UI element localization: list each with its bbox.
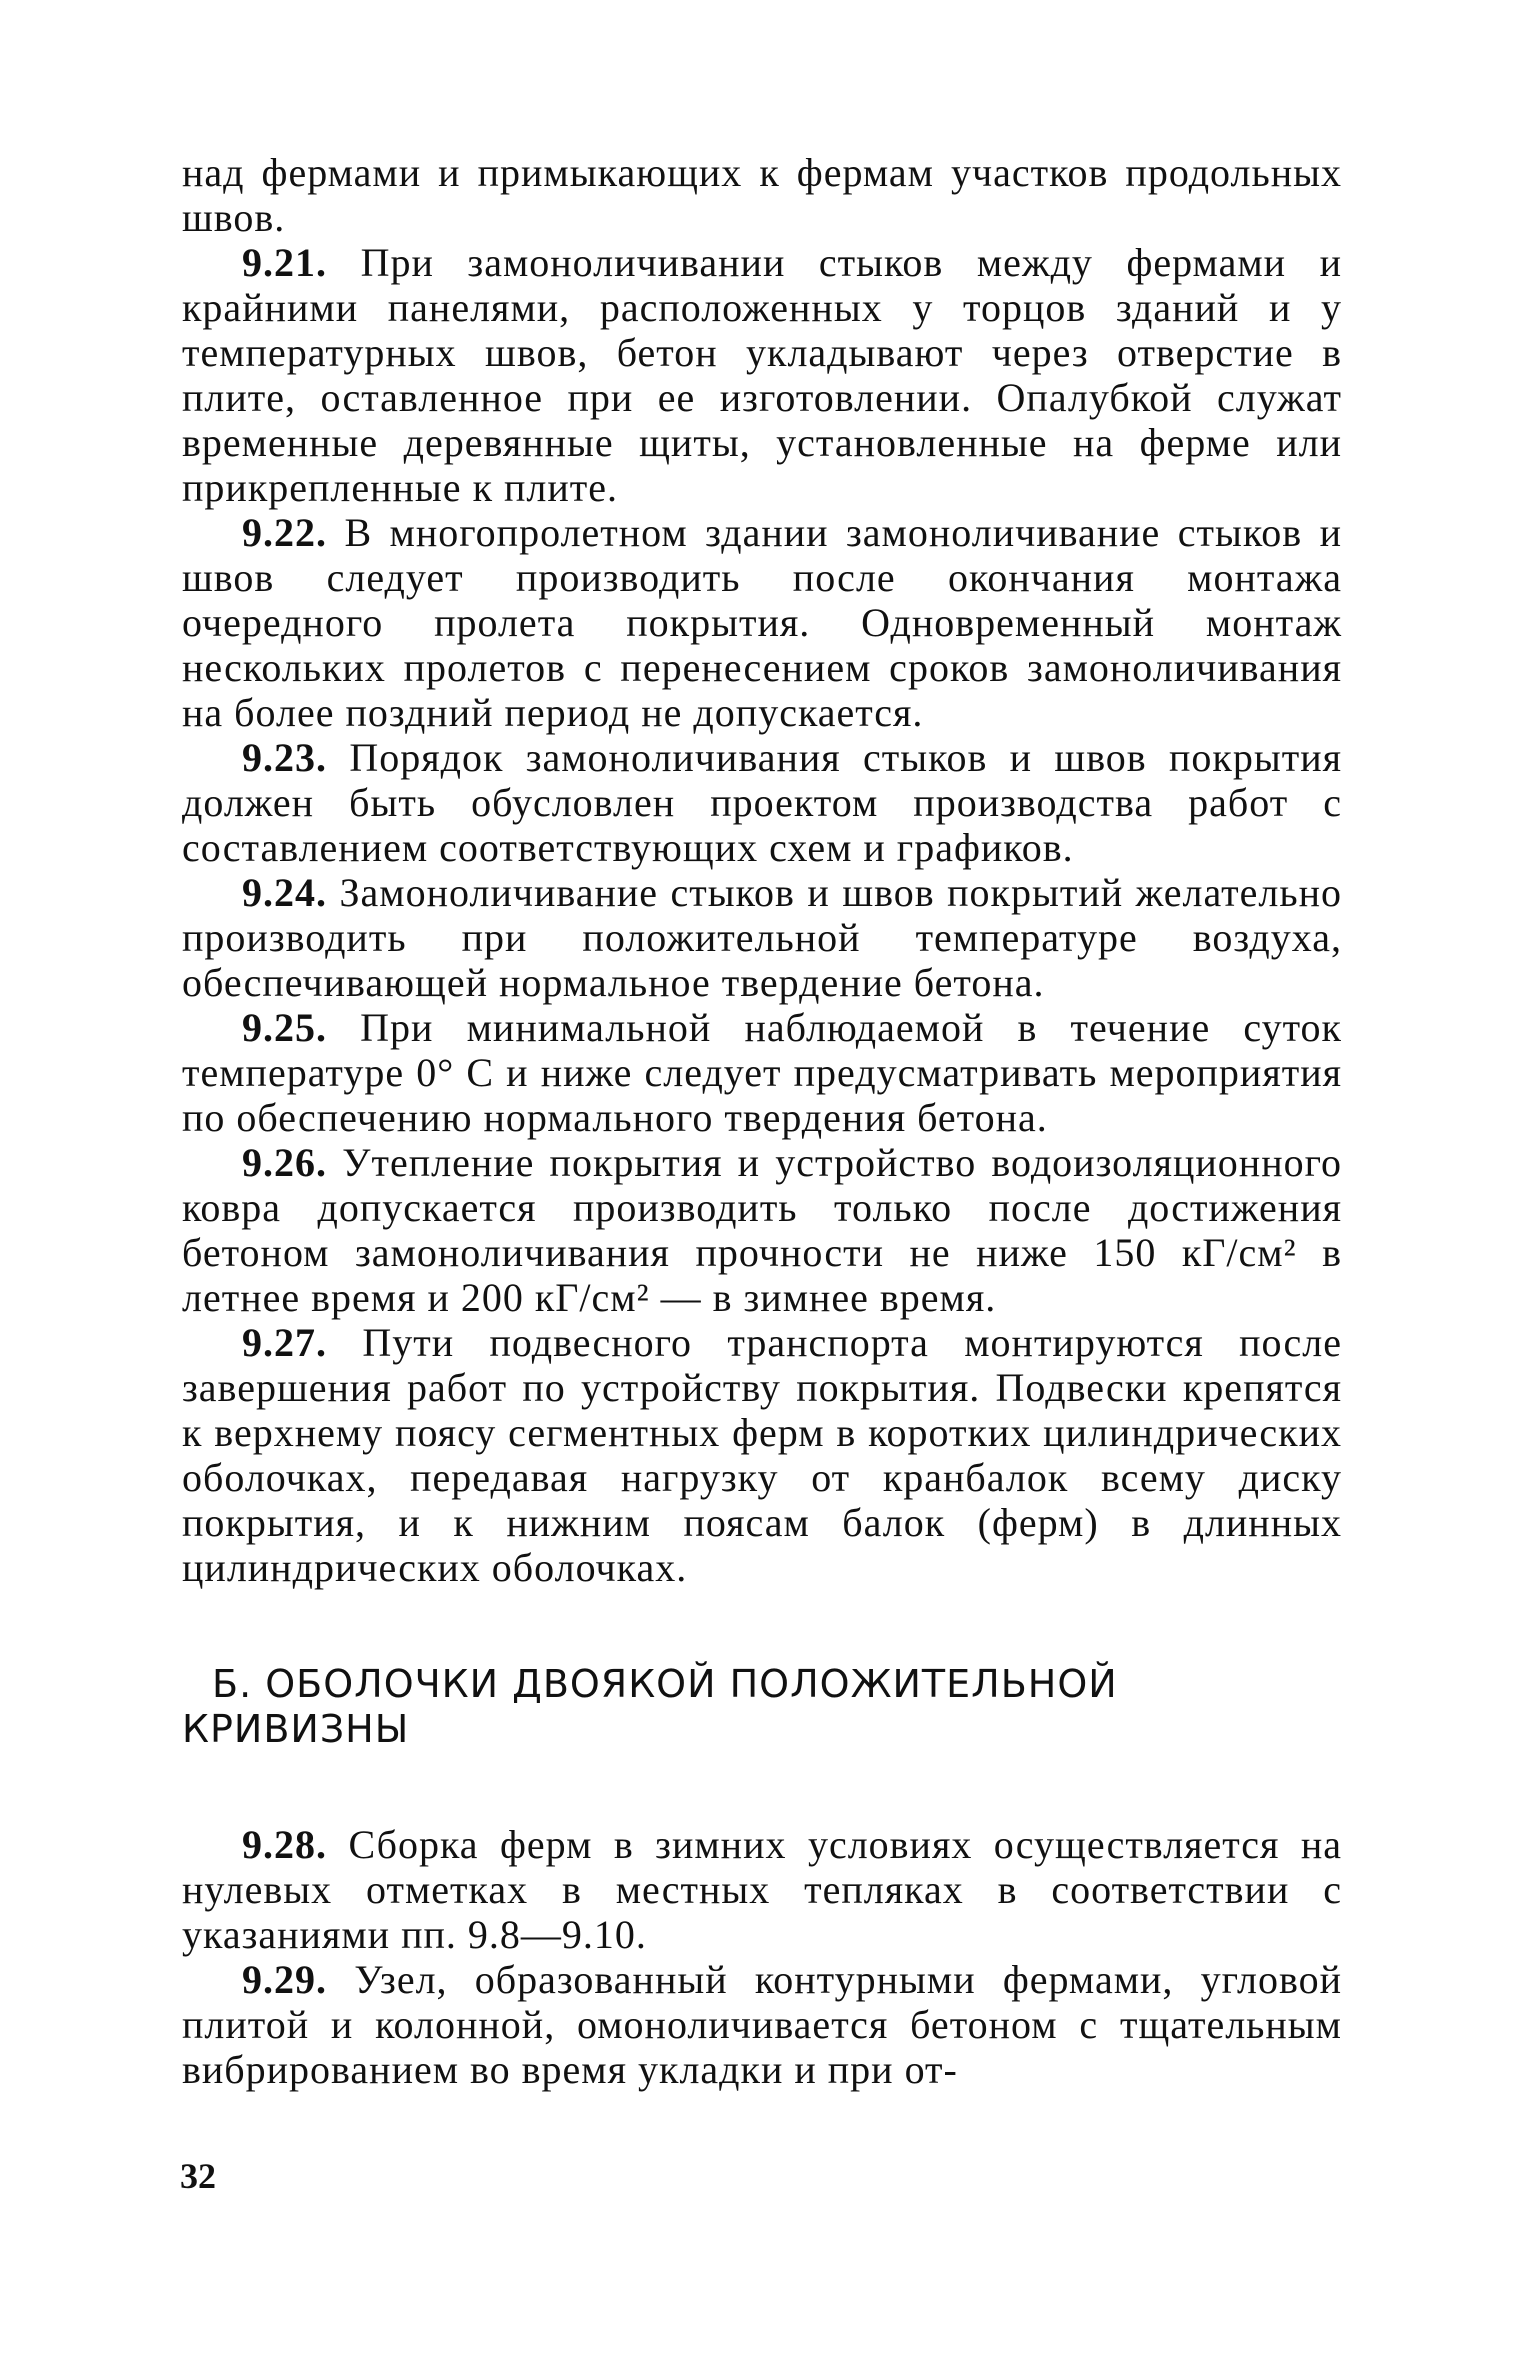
clause-number: 9.27. bbox=[242, 1320, 327, 1365]
paragraph-9-22 bbox=[182, 510, 1342, 735]
paragraph-9-23 bbox=[182, 735, 1342, 870]
paragraph-9-26 bbox=[182, 1140, 1342, 1320]
paragraph-9-25 bbox=[182, 1005, 1342, 1140]
clause-text: Пути подвесного транспорта монтируются после завершения работ по устройству покрытия. Подвески крепятся к верхнему поясу сегментных ферм в коротких цилиндрических оболочках, передавая нагрузку от кранбалок всему диску покрытия, и к нижним поясам балок (ферм) в длинных цилиндрических оболочках. bbox=[182, 1320, 1343, 1590]
paragraph-9-28 bbox=[182, 1822, 1342, 1957]
paragraph-9-27 bbox=[182, 1320, 1342, 1590]
clause-text: Сборка ферм в зимних условиях осуществляется на нулевых отметках в местных тепляках в соответствии с указаниями пп. 9.8—9.10. bbox=[182, 1822, 1342, 1957]
body-text bbox=[182, 150, 1342, 2092]
paragraph-9-29 bbox=[182, 1957, 1342, 2092]
clause-text: Замоноличивание стыков и швов покрытий желательно производить при положительной температуре воздуха, обеспечивающей нормальное твердение бетона. bbox=[182, 870, 1343, 1005]
paragraph-continuation: над фермами и примыкающих к фермам участков продольных швов. bbox=[182, 150, 1342, 240]
paragraph-9-24 bbox=[182, 870, 1342, 1005]
clause-text: Утепление покрытия и устройство водоизоляционного ковра допускается производить только после достижения бетоном замоноличивания прочности не ниже 150 кГ/см² в летнее время и 200 кГ/см² — в зимнее время. bbox=[182, 1140, 1343, 1320]
clause-text: При минимальной наблюдаемой в течение суток температуре 0° С и ниже следует предусматривать мероприятия по обеспечению нормального твердения бетона. bbox=[182, 1005, 1342, 1140]
clause-number: 9.28. bbox=[242, 1822, 327, 1867]
page-number: 32 bbox=[180, 2156, 216, 2196]
clause-text: В многопролетном здании замоноличивание стыков и швов следует производить после окончания монтажа очередного пролета покрытия. Одновременный монтаж нескольких пролетов с перенесением сроков замоноличивания на более поздний период не допускается. bbox=[182, 510, 1342, 735]
clause-text: Порядок замоноличивания стыков и швов покрытия должен быть обусловлен проектом производства работ с составлением соответствующих схем и графиков. bbox=[182, 735, 1342, 870]
clause-number: 9.21. bbox=[242, 240, 327, 285]
clause-number: 9.25. bbox=[242, 1005, 327, 1050]
clause-number: 9.24. bbox=[242, 870, 327, 915]
clause-text: Узел, образованный контурными фермами, угловой плитой и колонной, омоноличивается бетоном с тщательным вибрированием во время укладки и при от- bbox=[182, 1957, 1342, 2092]
clause-number: 9.26. bbox=[242, 1140, 327, 1185]
clause-number: 9.23. bbox=[242, 735, 327, 780]
section-heading: Б. ОБОЛОЧКИ ДВОЯКОЙ ПОЛОЖИТЕЛЬНОЙ КРИВИЗНЫ bbox=[182, 1662, 1118, 1751]
clause-text: При замоноличивании стыков между фермами и крайними панелями, расположенных у торцов зданий и у температурных швов, бетон укладывают через отверстие в плите, оставленное при ее изготовлении. Опалубкой служат временные деревянные щиты, установленные на ферме или прикрепленные к плите. bbox=[182, 240, 1343, 510]
clause-number: 9.22. bbox=[242, 510, 327, 555]
clause-number: 9.29. bbox=[242, 1957, 327, 2002]
paragraph-9-21 bbox=[182, 240, 1342, 510]
